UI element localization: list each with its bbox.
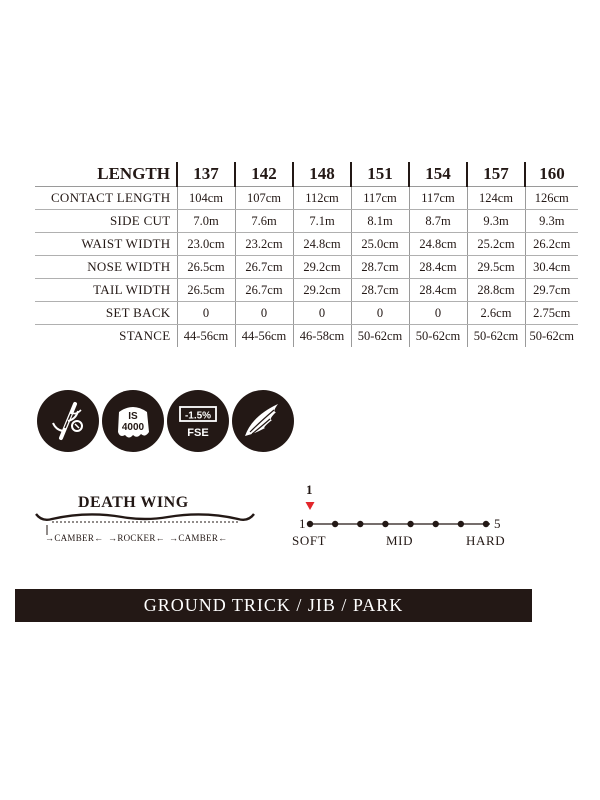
spec-row <box>35 233 578 256</box>
spec-cell: 104cm <box>177 187 235 210</box>
length-137: 137 <box>177 162 235 187</box>
flex-dot <box>307 521 313 527</box>
spec-cell: 28.7cm <box>351 256 409 279</box>
profile-zone-camber-right: →CAMBER← <box>169 533 228 543</box>
flex-label-mid: MID <box>386 533 414 548</box>
spec-cell: 46-58cm <box>293 325 351 348</box>
spec-row <box>35 187 578 210</box>
bamboo-core-icon <box>37 390 99 452</box>
spec-row-label: WAIST WIDTH <box>35 233 177 256</box>
flex-max: 5 <box>494 516 501 531</box>
zone-label: CAMBER <box>54 533 95 543</box>
base-icon-line1: IS <box>128 411 138 422</box>
spec-cell: 2.6cm <box>467 302 525 325</box>
length-154: 154 <box>409 162 467 187</box>
spec-row <box>35 279 578 302</box>
fse-icon-value: -1.5% <box>184 410 212 422</box>
flex-dot <box>382 521 388 527</box>
spec-row <box>35 302 578 325</box>
spec-cell: 26.5cm <box>177 256 235 279</box>
zone-label: CAMBER <box>178 533 219 543</box>
spec-cell: 8.7m <box>409 210 467 233</box>
length-151: 151 <box>351 162 409 187</box>
spec-cell: 23.2cm <box>235 233 293 256</box>
spec-cell: 28.4cm <box>409 256 467 279</box>
length-157: 157 <box>467 162 525 187</box>
spec-cell: 7.6m <box>235 210 293 233</box>
flex-dot <box>433 521 439 527</box>
spec-cell: 26.7cm <box>235 256 293 279</box>
spec-cell: 29.2cm <box>293 279 351 302</box>
spec-cell: 0 <box>351 302 409 325</box>
spec-cell: 25.0cm <box>351 233 409 256</box>
spec-cell: 126cm <box>525 187 578 210</box>
spec-cell: 26.2cm <box>525 233 578 256</box>
spec-cell: 44-56cm <box>177 325 235 348</box>
flex-dot <box>483 521 489 527</box>
spec-cell: 25.2cm <box>467 233 525 256</box>
spec-cell: 0 <box>177 302 235 325</box>
spec-cell: 26.5cm <box>177 279 235 302</box>
spec-cell: 30.4cm <box>525 256 578 279</box>
length-header-label: LENGTH <box>35 162 177 187</box>
spec-cell: 44-56cm <box>235 325 293 348</box>
category-banner <box>15 589 532 622</box>
length-160: 160 <box>525 162 578 187</box>
spec-cell: 50-62cm <box>409 325 467 348</box>
spec-cell: 50-62cm <box>467 325 525 348</box>
spec-cell: 24.8cm <box>409 233 467 256</box>
flex-marker <box>306 502 315 510</box>
spec-table <box>35 162 578 347</box>
spec-row <box>35 210 578 233</box>
spec-cell: 29.5cm <box>467 256 525 279</box>
spec-cell: 7.0m <box>177 210 235 233</box>
spec-cell: 50-62cm <box>351 325 409 348</box>
spec-row-label: TAIL WIDTH <box>35 279 177 302</box>
spec-cell: 26.7cm <box>235 279 293 302</box>
spec-cell: 112cm <box>293 187 351 210</box>
spec-cell: 50-62cm <box>525 325 578 348</box>
spec-cell: 24.8cm <box>293 233 351 256</box>
spec-cell: 117cm <box>351 187 409 210</box>
spec-row-label: SET BACK <box>35 302 177 325</box>
spec-cell: 23.0cm <box>177 233 235 256</box>
spec-row <box>35 256 578 279</box>
spec-cell: 28.8cm <box>467 279 525 302</box>
spec-table-body <box>35 187 578 348</box>
spec-cell: 0 <box>409 302 467 325</box>
flex-scale <box>290 498 520 534</box>
spec-cell: 28.4cm <box>409 279 467 302</box>
spec-cell: 9.3m <box>525 210 578 233</box>
spec-row-label: SIDE CUT <box>35 210 177 233</box>
fse-icon-label: FSE <box>187 427 209 439</box>
spec-cell: 29.2cm <box>293 256 351 279</box>
length-header-row <box>35 162 578 187</box>
flex-min: 1 <box>299 516 306 531</box>
profile-zone-rocker: →ROCKER← <box>108 533 165 543</box>
spec-cell: 0 <box>293 302 351 325</box>
spec-cell: 28.7cm <box>351 279 409 302</box>
length-142: 142 <box>235 162 293 187</box>
length-148: 148 <box>293 162 351 187</box>
board-profile-graphic <box>32 505 257 535</box>
flex-dot <box>332 521 338 527</box>
zone-label: ROCKER <box>117 533 156 543</box>
spec-row-label: NOSE WIDTH <box>35 256 177 279</box>
spec-cell: 107cm <box>235 187 293 210</box>
spec-row <box>35 325 578 348</box>
spec-cell: 9.3m <box>467 210 525 233</box>
fse-icon <box>167 390 229 452</box>
spec-cell: 2.75cm <box>525 302 578 325</box>
spec-cell: 117cm <box>409 187 467 210</box>
profile-zone-camber-left: →CAMBER← <box>45 533 104 543</box>
flex-label-hard: HARD <box>466 533 506 548</box>
flex-value: 1 <box>306 482 313 497</box>
base-is4000-icon <box>102 390 164 452</box>
spec-cell: 0 <box>235 302 293 325</box>
flex-dot <box>357 521 363 527</box>
spec-row-label: CONTACT LENGTH <box>35 187 177 210</box>
spec-cell: 7.1m <box>293 210 351 233</box>
flex-dot <box>458 521 464 527</box>
category-text: GROUND TRICK / JIB / PARK <box>143 595 404 615</box>
base-icon-line2: 4000 <box>121 422 145 433</box>
profile-name: DEATH WING <box>78 494 189 511</box>
wing-icon <box>232 390 294 452</box>
flex-label-soft: SOFT <box>292 533 327 548</box>
spec-cell: 124cm <box>467 187 525 210</box>
spec-cell: 8.1m <box>351 210 409 233</box>
flex-dot <box>407 521 413 527</box>
spec-cell: 29.7cm <box>525 279 578 302</box>
spec-row-label: STANCE <box>119 328 171 343</box>
